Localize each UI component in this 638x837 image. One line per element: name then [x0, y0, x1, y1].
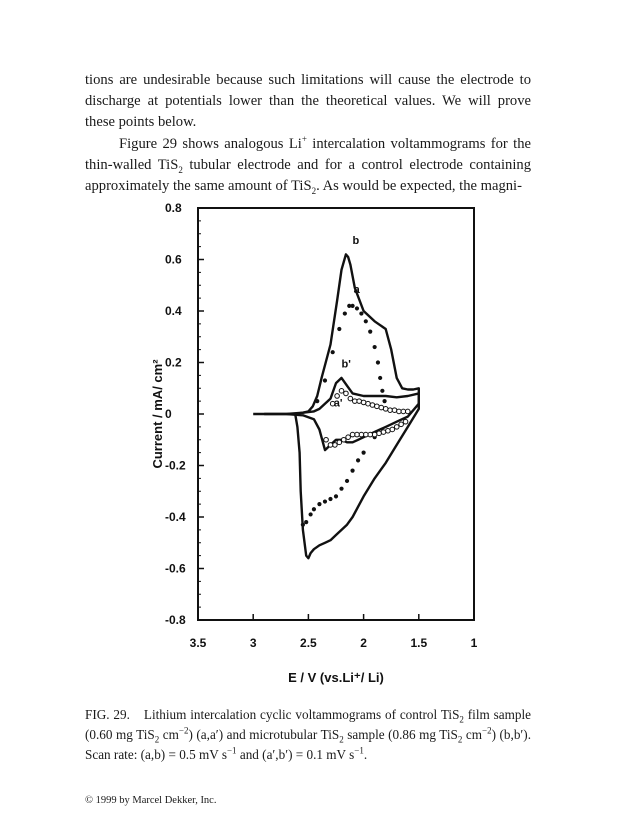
- axis-ticks: [198, 208, 474, 620]
- data-point-open: [339, 389, 344, 394]
- superscript: +: [301, 134, 307, 145]
- x-tick-label: 2: [360, 636, 367, 650]
- text-run: Figure 29 shows analogous Li: [119, 136, 302, 152]
- data-point-open: [337, 440, 342, 445]
- data-point-filled: [356, 458, 360, 462]
- data-point-filled: [343, 311, 347, 315]
- body-paragraph-1: tions are undesirable because such limitations will cause the electrode to discharge at potentials lower than the theoretical values. We will prove these points below.: [85, 72, 531, 130]
- superscript: −2: [178, 725, 189, 736]
- copyright-notice: © 1999 by Marcel Dekker, Inc.: [85, 795, 217, 806]
- data-point-filled: [355, 306, 359, 310]
- y-tick-label: -0.6: [165, 561, 186, 576]
- data-point-open: [379, 405, 384, 410]
- data-point-open: [401, 409, 406, 414]
- y-tick-label: 0.4: [165, 304, 182, 318]
- data-point-filled: [309, 512, 313, 516]
- y-tick-label: 0.6: [165, 252, 182, 267]
- y-axis-label: Current / mA/ cm²: [150, 359, 165, 469]
- text-run: sample (0.86 mg TiS: [343, 727, 458, 742]
- data-point-open: [364, 432, 369, 437]
- text-run: cm: [159, 727, 179, 742]
- data-point-filled: [323, 499, 327, 503]
- curve-annotations: [334, 235, 361, 409]
- curve-label: b: [352, 235, 360, 248]
- body-paragraph-2: [85, 134, 531, 197]
- text-run: . As would be expected, the magni-: [316, 178, 522, 194]
- data-point-open: [386, 428, 391, 433]
- data-point-filled: [382, 399, 386, 403]
- text-run: and (a′,b′) = 0.1 mV s: [236, 747, 355, 762]
- text-run: .: [363, 747, 368, 762]
- data-point-filled: [315, 399, 319, 403]
- data-point-open: [361, 400, 366, 405]
- data-point-filled: [301, 523, 305, 527]
- data-point-open: [352, 399, 357, 404]
- data-point-open: [381, 430, 386, 435]
- data-point-open: [372, 432, 377, 437]
- superscript: −2: [482, 725, 492, 736]
- data-point-open: [397, 409, 402, 414]
- data-point-open: [355, 432, 360, 437]
- data-point-filled: [368, 330, 372, 334]
- subscript: 2: [311, 185, 317, 196]
- data-point-open: [344, 391, 349, 396]
- data-point-open: [328, 443, 333, 448]
- plot-frame: [198, 208, 474, 620]
- text-run: Lithium intercalation cyclic voltammograms of control TiS: [143, 707, 460, 722]
- subscript: 2: [459, 714, 464, 725]
- data-point-open: [333, 443, 338, 448]
- data-point-open: [350, 432, 355, 437]
- y-tick-labels: [165, 201, 186, 627]
- subscript: 2: [457, 734, 463, 745]
- data-point-filled: [364, 319, 368, 323]
- data-point-filled: [331, 350, 335, 354]
- data-point-open: [383, 407, 388, 412]
- data-point-filled: [337, 327, 341, 331]
- x-tick-label: 2.5: [300, 636, 317, 650]
- y-tick-label: -0.8: [165, 613, 186, 627]
- data-point-open: [359, 432, 364, 437]
- data-point-open: [348, 396, 353, 401]
- data-point-open: [403, 419, 408, 424]
- text-run: film sample (0.60 mg TiS: [85, 707, 531, 742]
- superscript: −1: [226, 745, 237, 756]
- data-point-filled: [350, 469, 354, 473]
- text-run: tubular electrode and for a control electrode containing approximately the same amount of TiS: [85, 157, 531, 194]
- curve-label: a': [333, 397, 343, 410]
- x-tick-label: 1: [470, 636, 478, 650]
- data-point-open: [377, 431, 382, 436]
- curve-label: a: [353, 283, 360, 296]
- y-tick-label: 0: [165, 407, 172, 421]
- data-point-filled: [350, 304, 354, 308]
- data-point-open: [346, 435, 351, 440]
- data-point-filled: [323, 378, 327, 382]
- text-run: ) (a,a′) and microtubular TiS: [188, 727, 340, 742]
- text-run: intercalation voltammograms for the thin-walled TiS: [85, 136, 531, 173]
- subscript: 2: [339, 734, 344, 745]
- data-point-open: [341, 437, 346, 442]
- data-point-open: [375, 404, 380, 409]
- data-point-open: [370, 403, 375, 408]
- data-point-open: [394, 425, 399, 430]
- x-tick-labels: [190, 636, 478, 650]
- x-tick-label: 3: [249, 636, 257, 650]
- data-point-open: [366, 401, 371, 406]
- data-point-filled: [317, 502, 321, 506]
- data-point-open: [368, 432, 373, 437]
- data-point-filled: [362, 451, 366, 455]
- y-tick-label: -0.2: [165, 458, 186, 473]
- figure-caption: [85, 705, 531, 765]
- data-point-filled: [304, 520, 308, 524]
- y-tick-label: 0.2: [165, 355, 182, 370]
- voltammogram-chart: [140, 195, 510, 695]
- data-point-filled: [359, 311, 363, 315]
- caption-label: FIG. 29.: [85, 707, 130, 722]
- data-point-filled: [380, 389, 384, 393]
- subscript: 2: [154, 734, 160, 745]
- data-point-filled: [376, 360, 380, 364]
- curve-label: b': [341, 358, 351, 371]
- superscript: −1: [354, 745, 364, 756]
- data-point-open: [357, 399, 362, 404]
- x-axis-label: E / V (vs.Li⁺/ Li): [288, 670, 384, 685]
- x-tick-label: 3.5: [189, 636, 207, 650]
- text-run: cm: [462, 727, 483, 742]
- data-point-filled: [312, 507, 316, 511]
- data-point-filled: [373, 345, 377, 349]
- y-tick-label: 0.8: [165, 201, 182, 215]
- data-point-filled: [328, 497, 332, 501]
- data-point-open: [392, 408, 397, 413]
- data-point-open: [388, 408, 393, 413]
- x-tick-label: 1.5: [410, 636, 428, 650]
- data-point-filled: [339, 487, 343, 491]
- data-point-open: [390, 427, 395, 432]
- data-point-open: [324, 437, 329, 442]
- data-point-open: [399, 422, 404, 427]
- data-point-open: [405, 409, 410, 414]
- y-tick-label: -0.4: [165, 510, 186, 524]
- data-point-filled: [334, 494, 338, 498]
- text-run: ) (b,b′). Scan rate: (a,b) = 0.5 mV s: [85, 727, 531, 762]
- subscript: 2: [178, 164, 183, 175]
- data-point-filled: [378, 376, 382, 380]
- data-point-filled: [345, 479, 349, 483]
